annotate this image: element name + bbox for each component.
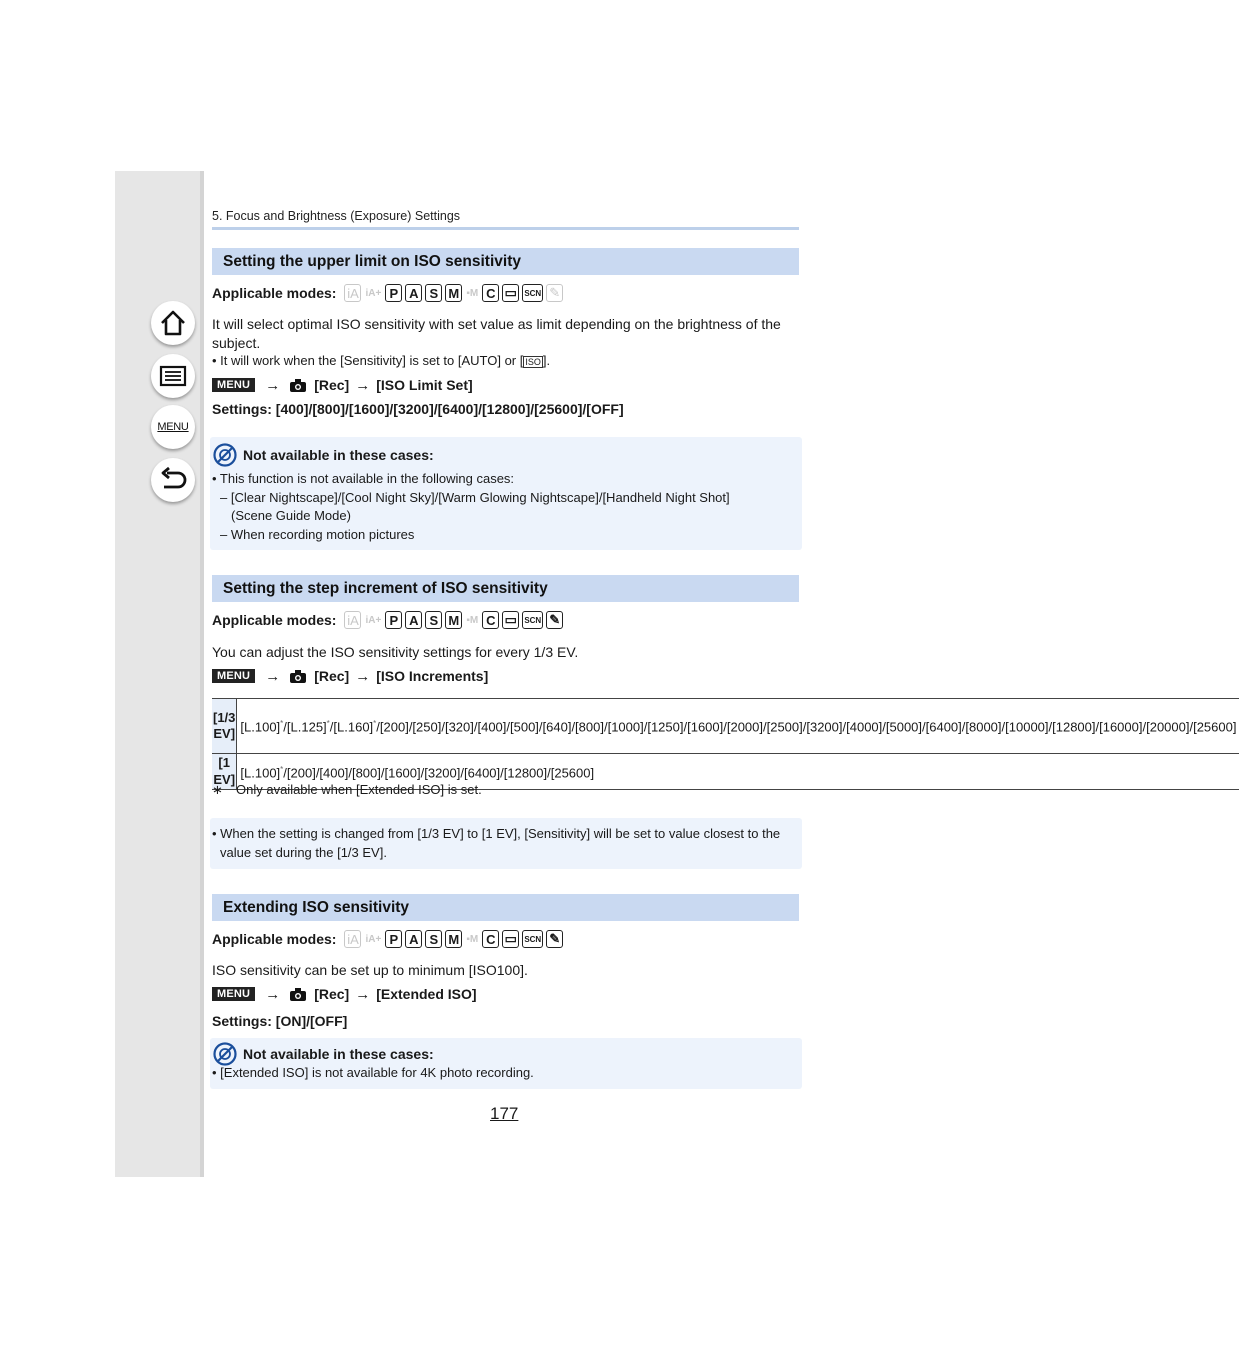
extended-iso-description: ISO sensitivity can be set up to minimum [ISO100]. [212, 962, 528, 978]
menu-item-iso-limit: [ISO Limit Set] [376, 377, 473, 393]
menu-path-2 [212, 666, 488, 686]
arrow: → [265, 667, 281, 685]
note-line: • This function is not available in the following cases: [212, 471, 515, 486]
footnote-star: * [373, 719, 377, 729]
iso-limit-settings: Settings: [400]/[800]/[1600]/[3200]/[6400]/[12800]/[25600]/[OFF] [212, 401, 624, 417]
mode-p-icon: P [385, 284, 402, 302]
note-line: – [Clear Nightscape]/[Cool Night Sky]/[Warm Glowing Nightscape]/[Handheld Night Shot] [220, 490, 730, 505]
note-line: (Scene Guide Mode) [231, 508, 351, 523]
contents-button[interactable] [151, 354, 195, 398]
iso-increments-table [212, 698, 1239, 790]
applicable-modes-label: Applicable modes: [212, 931, 337, 947]
menu-badge: MENU [212, 669, 255, 683]
extended-iso-note: • [Extended ISO] is not available for 4K photo recording. [212, 1065, 534, 1080]
rec-label: [Rec] [314, 986, 350, 1002]
mode-ia-icon: iA [344, 611, 361, 629]
applicable-modes-2 [212, 609, 566, 631]
mode-scn-icon: SCN [522, 611, 543, 629]
mode-a-icon: A [405, 611, 422, 629]
breadcrumb: 5. Focus and Brightness (Exposure) Settings [212, 209, 461, 223]
footnote-star: * [280, 764, 284, 774]
mode-p-icon: P [385, 611, 402, 629]
menu-badge: MENU [212, 987, 255, 1001]
menu-path-1 [212, 375, 473, 395]
back-icon [158, 465, 188, 495]
not-available-box-1 [210, 437, 802, 550]
mode-a-icon: A [405, 284, 422, 302]
section-title-extended-iso: Extending ISO sensitivity [212, 894, 799, 921]
iso-auto-icon: ISO [525, 357, 541, 367]
arrow: → [355, 985, 371, 1003]
mode-a-icon: A [405, 930, 422, 948]
camera-icon [290, 670, 306, 683]
page-number: 177 [490, 1104, 519, 1123]
camera-icon [290, 379, 306, 392]
mode-ia-icon: iA [344, 930, 361, 948]
menu-badge: MENU [212, 378, 255, 392]
table-row-header: [1/3 EV] [212, 699, 237, 754]
mode-creative-video-icon: ▪M [466, 933, 479, 945]
mode-panorama-icon: ▭ [502, 611, 519, 629]
bullet-text: • It will work when the [Sensitivity] is set to [AUTO] or [ [212, 353, 524, 368]
table-row [212, 699, 1239, 754]
menu-button-label: MENU [157, 421, 189, 433]
section-title-iso-increments: Setting the step increment of ISO sensitivity [212, 575, 799, 602]
arrow: → [355, 667, 371, 685]
rec-label: [Rec] [314, 377, 350, 393]
bullet-text-end: ]. [542, 353, 551, 368]
mode-s-icon: S [425, 930, 442, 948]
iso-limit-description: It will select optimal ISO sensitivity with set value as limit depending on the brightness of the subject. [212, 316, 781, 351]
mode-c-icon: C [482, 930, 499, 948]
applicable-modes-1 [212, 282, 566, 304]
not-available-box-3 [210, 1038, 802, 1089]
cell-text: [L.100] [240, 764, 281, 780]
mode-creative-control-icon: ✎ [546, 930, 563, 948]
menu-button[interactable] [151, 405, 195, 449]
mode-creative-control-icon: ✎ [546, 284, 563, 302]
applicable-modes-3 [212, 928, 566, 950]
mode-p-icon: P [385, 930, 402, 948]
cell-text: /[L.125] [283, 719, 327, 735]
header-rule [212, 227, 799, 230]
mode-m-icon: M [445, 284, 462, 302]
mode-ia-icon: iA [344, 284, 361, 302]
rec-label: [Rec] [314, 668, 350, 684]
home-button[interactable] [151, 301, 195, 345]
footnote-star: * [326, 719, 330, 729]
back-button[interactable] [151, 458, 195, 502]
arrow: → [265, 985, 281, 1003]
menu-path-3 [212, 984, 477, 1004]
mode-s-icon: S [425, 284, 442, 302]
not-available-title [213, 443, 434, 467]
arrow: → [355, 376, 371, 394]
iso-limit-bullet [212, 352, 797, 372]
mode-panorama-icon: ▭ [502, 284, 519, 302]
mode-ia-plus-icon: iA+ [365, 933, 382, 945]
not-available-icon [213, 1042, 237, 1066]
not-available-icon [213, 443, 237, 467]
iso-increments-description: You can adjust the ISO sensitivity settings for every 1/3 EV. [212, 644, 579, 660]
not-available-title-text: Not available in these cases: [243, 447, 434, 463]
cell-text: /[200]/[250]/[320]/[400]/[500]/[640]/[800]/[1000]/[1250]/[1600]/[2000]/[2500]/[3200]/[4000]/[5000]/[6400]/[8000]/[10000]/[12800]/[16000]/[20000]/[25600] [376, 719, 1237, 735]
sidebar-edge [200, 171, 204, 1177]
cell-text: [L.100] [240, 719, 281, 735]
applicable-modes-label: Applicable modes: [212, 285, 337, 301]
menu-item-extended-iso: [Extended ISO] [376, 986, 477, 1002]
mode-creative-control-icon: ✎ [546, 611, 563, 629]
mode-ia-plus-icon: iA+ [365, 287, 382, 299]
table-row-header: [1 EV] [212, 754, 237, 790]
mode-scn-icon: SCN [522, 930, 543, 948]
applicable-modes-label: Applicable modes: [212, 612, 337, 628]
mode-creative-video-icon: ▪M [466, 614, 479, 626]
mode-m-icon: M [445, 930, 462, 948]
increment-note: • When the setting is changed from [1/3 EV] to [1 EV], [Sensitivity] will be set to value closest to the value set during the [1/3 EV]. [212, 826, 781, 860]
footnote-text: Only available when [Extended ISO] is set. [236, 782, 482, 797]
mode-m-icon: M [445, 611, 462, 629]
section-title-iso-limit: Setting the upper limit on ISO sensitivity [212, 248, 799, 275]
footnote-mark: ∗ [212, 782, 223, 797]
cell-text: /[L.160] [329, 719, 374, 735]
mode-s-icon: S [425, 611, 442, 629]
mode-panorama-icon: ▭ [502, 930, 519, 948]
arrow: → [265, 376, 281, 394]
not-available-title-text: Not available in these cases: [243, 1046, 434, 1062]
note-box-2 [210, 818, 802, 869]
table-cell [237, 699, 1239, 754]
menu-item-iso-increments: [ISO Increments] [376, 668, 489, 684]
mode-creative-video-icon: ▪M [466, 287, 479, 299]
table-footnote [212, 781, 797, 800]
list-icon [158, 361, 188, 391]
footnote-star: * [280, 719, 284, 729]
mode-scn-icon: SCN [522, 284, 543, 302]
note-line: – When recording motion pictures [220, 527, 415, 542]
home-icon [158, 308, 188, 338]
mode-c-icon: C [482, 284, 499, 302]
not-available-title [213, 1042, 434, 1066]
mode-ia-plus-icon: iA+ [365, 614, 382, 626]
extended-iso-settings: Settings: [ON]/[OFF] [212, 1013, 348, 1029]
cell-text: /[200]/[400]/[800]/[1600]/[3200]/[6400]/[12800]/[25600] [283, 764, 595, 780]
camera-icon [290, 988, 306, 1001]
mode-c-icon: C [482, 611, 499, 629]
